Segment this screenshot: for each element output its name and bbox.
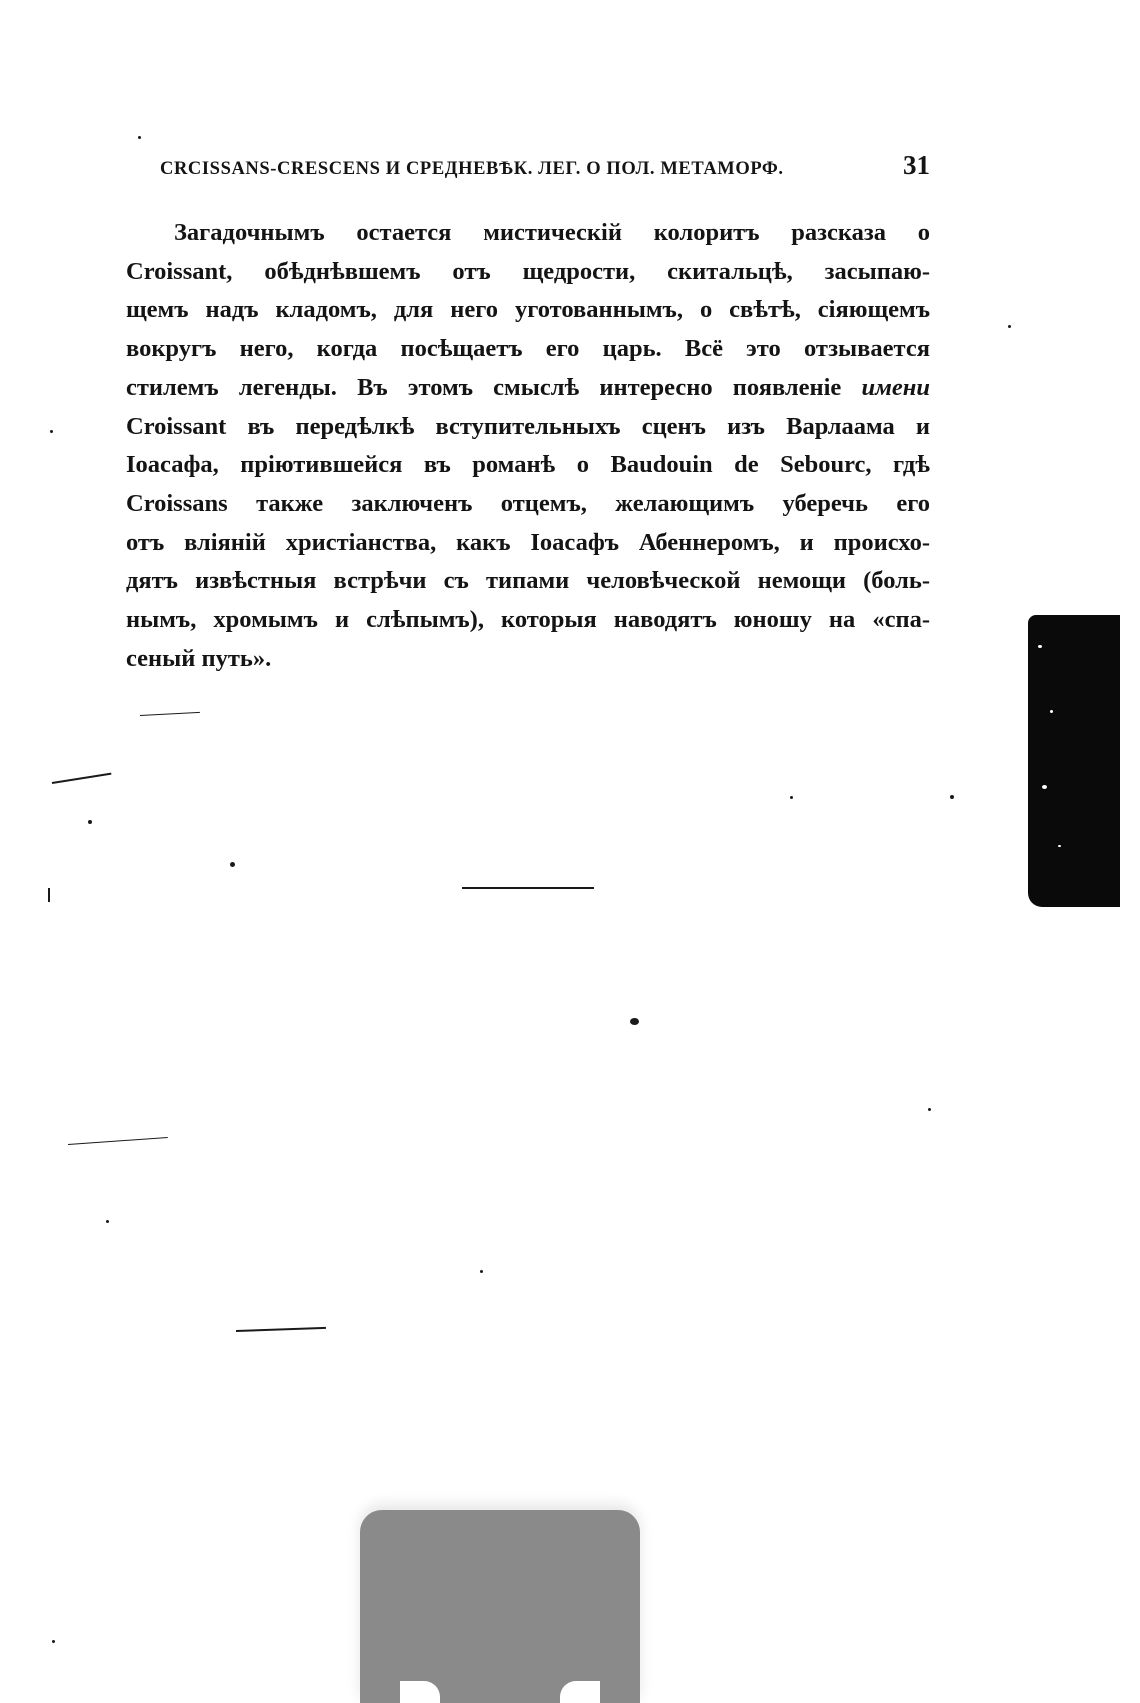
scan-speck	[138, 136, 141, 139]
scan-edge-shadow	[1028, 615, 1120, 907]
scan-speck	[790, 796, 793, 799]
text-line	[126, 369, 930, 408]
running-title: CRCISSANS-CRESCENS И СРЕДНЕВѢК. ЛЕГ. О ПОЛ. МЕТАМОРФ.	[160, 159, 784, 179]
scan-scratch	[48, 888, 50, 902]
text-line: вокругъ него, когда посѣщаетъ его царь. Всё это отзывается	[126, 335, 930, 363]
text-line-part: стилемъ легенды. Въ этомъ смыслѣ интересно появленіе	[126, 373, 842, 401]
scan-scratch	[140, 712, 200, 716]
page-number: 31	[903, 150, 930, 180]
text-line: Croissant, обѣднѣвшемъ отъ щедрости, скитальцѣ, засыпаю-	[126, 257, 930, 285]
text-line: Croissans также заключенъ отцемъ, желающимъ уберечь его	[126, 489, 930, 517]
scan-speck	[230, 862, 235, 867]
text-line: отъ вліяній христіанства, какъ Іоасафъ Абеннеромъ, и происхо-	[126, 528, 930, 556]
text-line: нымъ, хромымъ и слѣпымъ), которыя наводятъ юношу на «спа-	[126, 606, 930, 634]
text-line: Croissant въ передѣлкѣ вступительныхъ сценъ изъ Варлаама и	[126, 412, 930, 440]
scan-scratch	[236, 1327, 326, 1332]
scan-speck	[88, 820, 92, 824]
scan-speck	[52, 1640, 55, 1643]
text-line: дятъ извѣстныя встрѣчи съ типами человѣческой немощи (боль-	[126, 567, 930, 595]
text-line: Загадочнымъ остается мистическій колоритъ разсказа о	[174, 219, 930, 246]
running-head	[160, 150, 930, 186]
clip-notch-left	[400, 1681, 440, 1703]
scan-speck	[106, 1220, 109, 1223]
scan-scratch	[52, 773, 112, 784]
text-line: сеный путь».	[126, 644, 272, 672]
text-line: Іоасафа, пріютившейся въ романѣ о Baudouin de Sebourc, гдѣ	[126, 451, 930, 479]
scan-speck	[50, 430, 53, 433]
clip-notch-right	[560, 1681, 600, 1703]
scan-speck	[928, 1108, 931, 1111]
scan-speck	[630, 1018, 639, 1025]
italic-word: имени	[861, 373, 931, 401]
scan-scratch	[68, 1137, 168, 1145]
body-paragraph	[126, 214, 930, 678]
text-line: щемъ надъ кладомъ, для него уготованнымъ, о свѣтѣ, сіяющемъ	[126, 296, 930, 324]
scan-speck	[480, 1270, 483, 1273]
scan-speck	[950, 795, 954, 799]
section-end-rule	[462, 887, 594, 889]
page-clip-shadow	[360, 1510, 640, 1703]
scan-speck	[1008, 325, 1011, 328]
